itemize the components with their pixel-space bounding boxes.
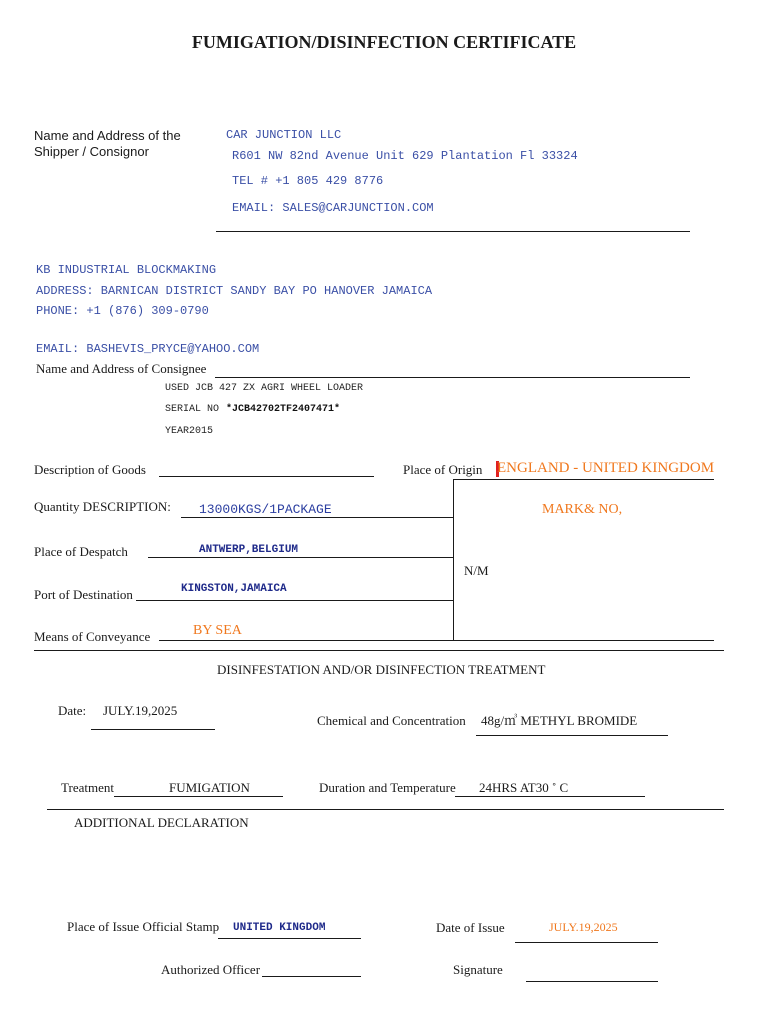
conveyance-underline (159, 640, 714, 641)
date-value: JULY.19,2025 (103, 703, 178, 718)
duration-underline (455, 796, 645, 797)
date-of-issue-value: JULY.19,2025 (549, 920, 618, 934)
destination-label: Port of Destination (34, 587, 133, 602)
signature-label: Signature (453, 962, 503, 977)
place-of-issue-label: Place of Issue Official Stamp (67, 919, 220, 934)
duration-value: 24HRS AT30 ˚ C (479, 780, 569, 795)
date-underline (91, 729, 215, 730)
description-of-goods-label: Description of Goods (34, 462, 146, 477)
consignee-underline (215, 377, 690, 378)
treatment-heading: DISINFESTATION AND/OR DISINFECTION TREATMENT (217, 662, 546, 677)
destination-value: KINGSTON,JAMAICA (181, 583, 287, 595)
shipper-name: CAR JUNCTION LLC (226, 128, 342, 142)
box-divider (453, 479, 454, 640)
shipper-underline (216, 231, 690, 232)
quantity-label: Quantity DESCRIPTION: (34, 499, 171, 514)
date-of-issue-label: Date of Issue (436, 920, 505, 935)
section-divider-2 (47, 809, 724, 810)
authorized-officer-label: Authorized Officer (161, 962, 261, 977)
consignee-email: EMAIL: BASHEVIS_PRYCE@YAHOO.COM (36, 342, 260, 356)
chemical-label: Chemical and Concentration (317, 713, 466, 728)
marks-value: N/M (464, 563, 489, 578)
shipper-address: R601 NW 82nd Avenue Unit 629 Plantation Fl 33324 (232, 149, 578, 163)
date-label: Date: (58, 703, 87, 718)
quantity-underline (181, 517, 453, 518)
chemical-value: 48g/㎥ METHYL BROMIDE (481, 713, 638, 728)
description-underline (159, 476, 374, 477)
shipper-tel: TEL # +1 805 429 8776 (232, 174, 384, 188)
despatch-label: Place of Despatch (34, 544, 128, 559)
treatment-label: Treatment (61, 780, 114, 795)
date-of-issue-underline (515, 942, 658, 943)
despatch-value: ANTWERP,BELGIUM (199, 544, 299, 556)
despatch-underline (148, 557, 453, 558)
additional-declaration-label: ADDITIONAL DECLARATION (74, 815, 249, 830)
shipper-label-line1: Name and Address of the (34, 128, 181, 143)
box-top-line (453, 479, 491, 480)
consignee-label: Name and Address of Consignee (36, 361, 207, 376)
marks-label: MARK& NO, (542, 502, 623, 517)
conveyance-label: Means of Conveyance (34, 629, 151, 644)
treatment-value: FUMIGATION (169, 780, 250, 795)
place-of-origin-value: ENGLAND - UNITED KINGDOM (497, 460, 715, 476)
serial-value: *JCB42702TF2407471* (226, 404, 341, 415)
treatment-underline (114, 796, 283, 797)
destination-underline (136, 600, 453, 601)
serial-label: SERIAL NO (165, 404, 220, 415)
signature-underline (526, 981, 658, 982)
conveyance-value: BY SEA (193, 623, 242, 638)
chemical-underline (476, 735, 668, 736)
consignee-address: ADDRESS: BARNICAN DISTRICT SANDY BAY PO HANOVER JAMAICA (36, 284, 433, 298)
authorized-officer-underline (262, 976, 361, 977)
origin-underline (490, 479, 714, 480)
goods-year: YEAR2015 (165, 426, 214, 437)
consignee-phone: PHONE: +1 (876) 309-0790 (36, 304, 209, 318)
goods-line1: USED JCB 427 ZX AGRI WHEEL LOADER (165, 383, 364, 394)
shipper-label-line2: Shipper / Consignor (34, 144, 149, 159)
section-divider-1 (34, 650, 724, 651)
place-of-issue-underline (218, 938, 361, 939)
duration-label: Duration and Temperature (319, 780, 456, 795)
shipper-email: EMAIL: SALES@CARJUNCTION.COM (232, 201, 434, 215)
place-of-issue-value: UNITED KINGDOM (233, 922, 326, 934)
document-title: FUMIGATION/DISINFECTION CERTIFICATE (191, 32, 577, 52)
consignee-name: KB INDUSTRIAL BLOCKMAKING (36, 263, 217, 277)
place-of-origin-label: Place of Origin (403, 462, 483, 477)
quantity-value: 13000KGS/1PACKAGE (199, 502, 332, 517)
